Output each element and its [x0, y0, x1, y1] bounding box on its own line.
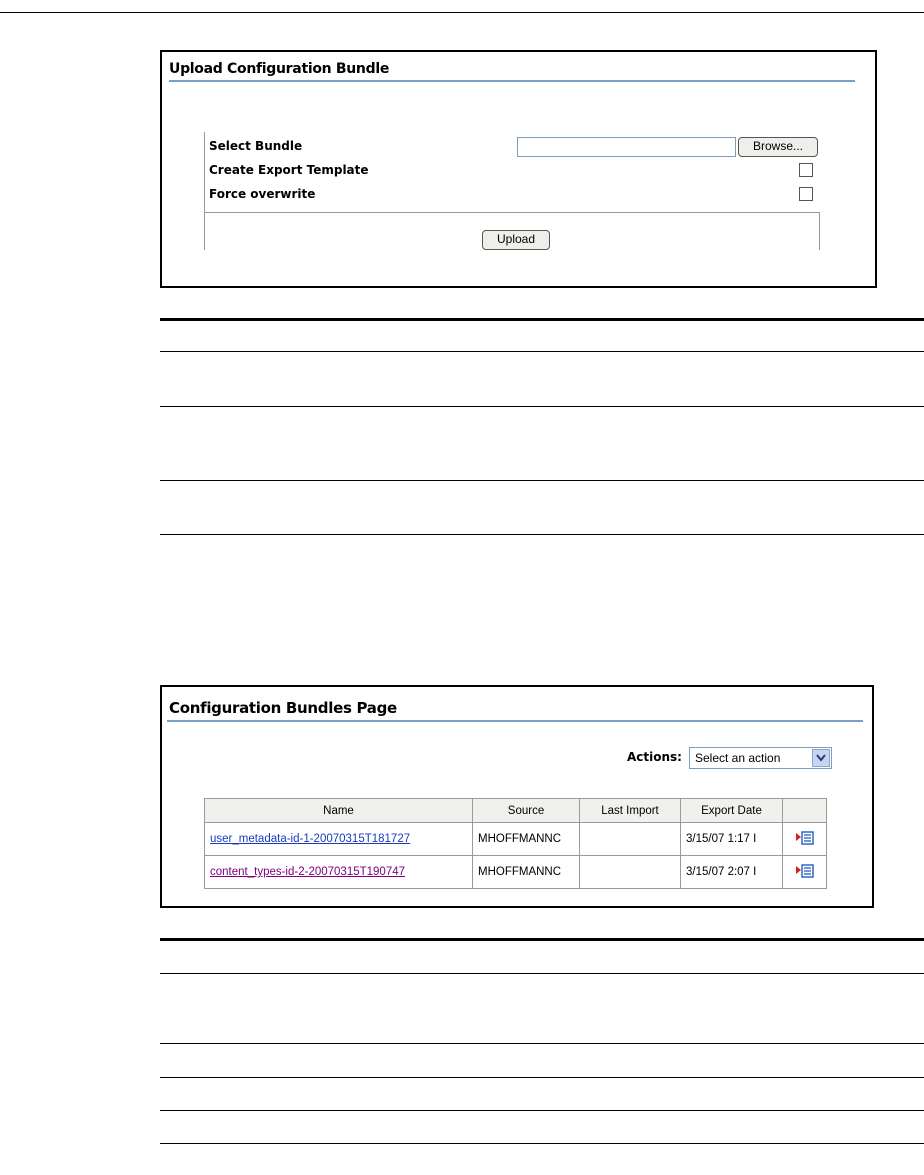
table-rule [160, 1077, 924, 1078]
actions-label: Actions: [627, 750, 682, 764]
table-row [205, 856, 827, 889]
configuration-bundles-panel [160, 685, 874, 908]
source-cell: MHOFFMANNC [473, 823, 580, 856]
form-divider [204, 212, 820, 213]
form-left-border [204, 132, 205, 250]
create-export-template-label: Create Export Template [209, 163, 369, 177]
table-rule [160, 480, 924, 481]
upload-panel-title: Upload Configuration Bundle [169, 61, 390, 77]
table-rule [160, 1043, 924, 1044]
browse-button[interactable]: Browse... [738, 137, 818, 157]
table-header-row [205, 799, 827, 823]
table-rule [160, 1143, 924, 1144]
export-date-cell: 3/15/07 2:07 I [681, 856, 783, 889]
table-rule-top [160, 318, 924, 321]
column-header-export-date[interactable]: Export Date [681, 799, 783, 823]
bundle-name-link[interactable]: content_types-id-2-20070315T190747 [210, 866, 406, 878]
bundle-name-cell [205, 856, 473, 889]
table-rule [160, 351, 924, 352]
force-overwrite-label: Force overwrite [209, 187, 316, 201]
upload-configuration-bundle-panel [160, 50, 877, 288]
table-rule [160, 973, 924, 974]
export-action-cell [783, 823, 827, 856]
form-right-border [819, 212, 820, 250]
page-top-rule [0, 12, 924, 13]
select-bundle-label: Select Bundle [209, 139, 303, 153]
table-rule [160, 1110, 924, 1111]
column-header-source[interactable]: Source [473, 799, 580, 823]
title-rule [169, 80, 855, 82]
title-rule [167, 720, 863, 722]
export-action-cell [783, 856, 827, 889]
column-header-name[interactable]: Name [205, 799, 473, 823]
last-import-cell [580, 823, 681, 856]
export-icon[interactable] [796, 830, 814, 849]
table-rule [160, 406, 924, 407]
export-icon[interactable] [796, 863, 814, 882]
bundle-name-cell [205, 823, 473, 856]
bundle-name-link[interactable]: user_metadata-id-1-20070315T181727 [210, 833, 411, 845]
table-row [205, 823, 827, 856]
last-import-cell [580, 856, 681, 889]
chevron-down-icon[interactable] [812, 749, 830, 767]
bundles-table [204, 798, 827, 889]
actions-select-value: Select an action [695, 751, 781, 765]
column-header-export [783, 799, 827, 823]
table-rule-top [160, 938, 924, 941]
select-bundle-file-input[interactable] [517, 137, 736, 157]
create-export-template-checkbox[interactable] [799, 163, 813, 177]
column-header-last-import[interactable]: Last Import [580, 799, 681, 823]
force-overwrite-checkbox[interactable] [799, 187, 813, 201]
bundles-panel-title: Configuration Bundles Page [169, 699, 397, 717]
export-date-cell: 3/15/07 1:17 I [681, 823, 783, 856]
source-cell: MHOFFMANNC [473, 856, 580, 889]
upload-button[interactable]: Upload [482, 230, 550, 250]
actions-select[interactable] [689, 747, 832, 769]
table-rule [160, 534, 924, 535]
